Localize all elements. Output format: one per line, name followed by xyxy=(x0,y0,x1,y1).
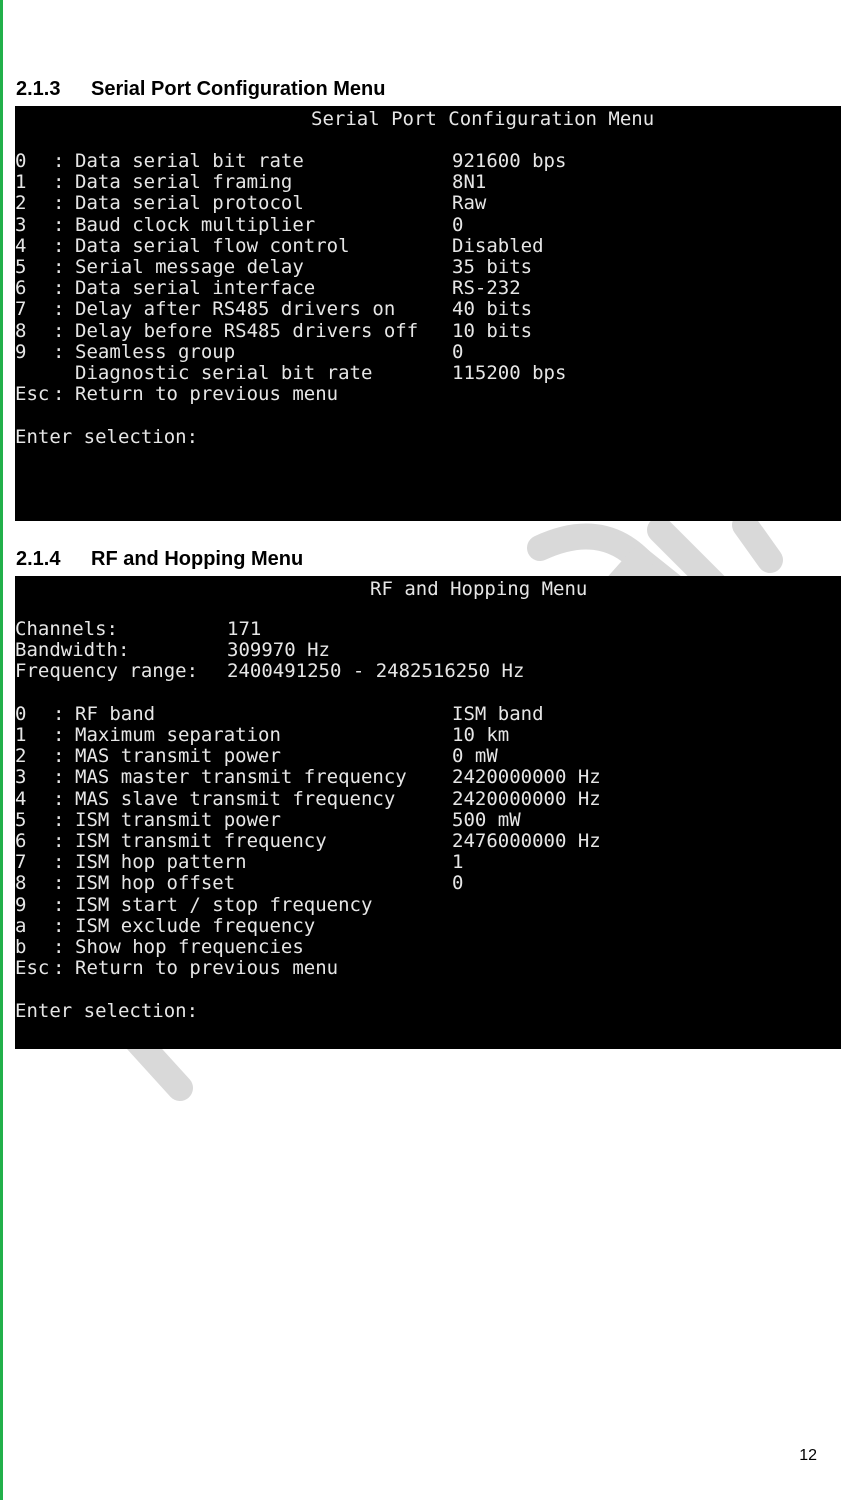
menu-key: 4 xyxy=(15,787,27,810)
menu-value: 1 xyxy=(452,851,464,874)
menu-label: Data serial framing xyxy=(75,171,293,194)
menu-value: 40 bits xyxy=(452,298,533,321)
left-margin-rule xyxy=(0,0,3,1500)
menu-label: RF band xyxy=(75,702,156,725)
menu-separator: : xyxy=(53,724,65,746)
menu-separator: : xyxy=(53,702,65,725)
menu-label: Delay after RS485 drivers on xyxy=(75,298,396,321)
menu-value: 115200 bps xyxy=(452,362,567,384)
menu-label: Return to previous menu xyxy=(75,383,339,406)
enter-selection-prompt: Enter selection: xyxy=(15,425,199,448)
menu-separator: : xyxy=(53,277,65,300)
menu-key: b xyxy=(15,936,27,958)
menu-label: Maximum separation xyxy=(75,724,281,746)
menu-value: RS-232 xyxy=(452,277,521,300)
menu-value: 0 xyxy=(452,872,464,895)
menu-label: Data serial protocol xyxy=(75,192,304,215)
menu-label: ISM start / stop frequency xyxy=(75,893,373,916)
menu-key: 1 xyxy=(15,724,27,746)
menu-label: ISM exclude frequency xyxy=(75,914,316,937)
menu-separator: : xyxy=(53,256,65,278)
menu-label: ISM hop offset xyxy=(75,872,236,895)
menu-separator: : xyxy=(53,766,65,789)
menu-key: Esc xyxy=(15,957,50,980)
menu-key: 6 xyxy=(15,830,27,852)
menu-value: 8N1 xyxy=(452,171,487,194)
menu-key: 3 xyxy=(15,766,27,789)
menu-label: Show hop frequencies xyxy=(75,936,304,958)
menu-label: Baud clock multiplier xyxy=(75,213,316,236)
menu-value: 0 mW xyxy=(452,745,498,768)
menu-label: ISM transmit frequency xyxy=(75,830,327,852)
menu-key: 0 xyxy=(15,702,27,725)
menu-key: 6 xyxy=(15,277,27,300)
menu-separator: : xyxy=(53,171,65,194)
menu-value: 0 xyxy=(452,213,464,236)
menu-label: MAS transmit power xyxy=(75,745,281,768)
section-heading-serial-port xyxy=(16,78,385,101)
menu-label: Serial message delay xyxy=(75,256,304,278)
menu-key: 9 xyxy=(15,893,27,916)
menu-value: Disabled xyxy=(452,234,544,257)
menu-separator: : xyxy=(53,957,65,980)
menu-key: 8 xyxy=(15,319,27,342)
info-label: Bandwidth: xyxy=(15,639,130,662)
menu-label: Data serial flow control xyxy=(75,234,350,257)
menu-separator: : xyxy=(53,319,65,342)
menu-key: 0 xyxy=(15,150,27,172)
menu-value: 2476000000 Hz xyxy=(452,830,601,852)
menu-separator: : xyxy=(53,150,65,172)
menu-separator: : xyxy=(53,872,65,895)
menu-key: 8 xyxy=(15,872,27,895)
menu-separator: : xyxy=(53,192,65,215)
menu-key: 2 xyxy=(15,745,27,768)
menu-value: 10 bits xyxy=(452,319,533,342)
menu-separator: : xyxy=(53,298,65,321)
menu-label: Diagnostic serial bit rate xyxy=(75,362,373,384)
enter-selection-prompt: Enter selection: xyxy=(15,999,199,1022)
serial-port-terminal-screenshot xyxy=(15,106,841,521)
rf-hopping-terminal-screenshot xyxy=(15,576,841,1049)
menu-separator: : xyxy=(53,808,65,831)
menu-separator: : xyxy=(53,914,65,937)
menu-separator: : xyxy=(53,936,65,958)
terminal-title: RF and Hopping Menu xyxy=(370,578,588,600)
menu-separator: : xyxy=(53,787,65,810)
menu-value: 500 mW xyxy=(452,808,521,831)
menu-key: 7 xyxy=(15,851,27,874)
menu-label: Data serial interface xyxy=(75,277,316,300)
menu-key: 2 xyxy=(15,192,27,215)
menu-key: 9 xyxy=(15,340,27,363)
menu-key: 1 xyxy=(15,171,27,194)
menu-value: 2420000000 Hz xyxy=(452,766,601,789)
section-title: Serial Port Configuration Menu xyxy=(91,78,386,100)
menu-key: 5 xyxy=(15,808,27,831)
section-number: 2.1.3 xyxy=(16,78,61,100)
section-title: RF and Hopping Menu xyxy=(91,548,304,570)
menu-value: 921600 bps xyxy=(452,150,567,172)
menu-label: Delay before RS485 drivers off xyxy=(75,319,419,342)
menu-separator: : xyxy=(53,851,65,874)
menu-value: ISM band xyxy=(452,702,544,725)
menu-key: 4 xyxy=(15,234,27,257)
menu-label: Data serial bit rate xyxy=(75,150,304,172)
menu-value: 0 xyxy=(452,340,464,363)
menu-value: Raw xyxy=(452,192,487,215)
section-heading-rf-hopping xyxy=(16,548,303,571)
menu-key: 3 xyxy=(15,213,27,236)
menu-label: MAS master transmit frequency xyxy=(75,766,407,789)
menu-key: Esc xyxy=(15,383,50,406)
terminal-title: Serial Port Configuration Menu xyxy=(311,108,655,130)
menu-separator: : xyxy=(53,830,65,852)
menu-key: 5 xyxy=(15,256,27,278)
menu-separator: : xyxy=(53,213,65,236)
menu-label: ISM hop pattern xyxy=(75,851,247,874)
menu-label: Seamless group xyxy=(75,340,236,363)
menu-separator: : xyxy=(53,893,65,916)
menu-separator: : xyxy=(53,234,65,257)
menu-separator: : xyxy=(53,745,65,768)
info-value: 171 xyxy=(227,618,262,640)
menu-key: a xyxy=(15,914,27,937)
info-label: Channels: xyxy=(15,618,118,640)
menu-value: 2420000000 Hz xyxy=(452,787,601,810)
menu-value: 35 bits xyxy=(452,256,533,278)
menu-value: 10 km xyxy=(452,724,510,746)
menu-separator: : xyxy=(53,383,65,406)
info-label: Frequency range: xyxy=(15,660,199,683)
menu-label: Return to previous menu xyxy=(75,957,339,980)
menu-label: ISM transmit power xyxy=(75,808,281,831)
info-value: 309970 Hz xyxy=(227,639,330,662)
section-number: 2.1.4 xyxy=(16,548,61,570)
info-value: 2400491250 - 2482516250 Hz xyxy=(227,660,525,683)
menu-label: MAS slave transmit frequency xyxy=(75,787,396,810)
page-number: 12 xyxy=(799,1447,817,1464)
menu-separator: : xyxy=(53,340,65,363)
menu-key: 7 xyxy=(15,298,27,321)
